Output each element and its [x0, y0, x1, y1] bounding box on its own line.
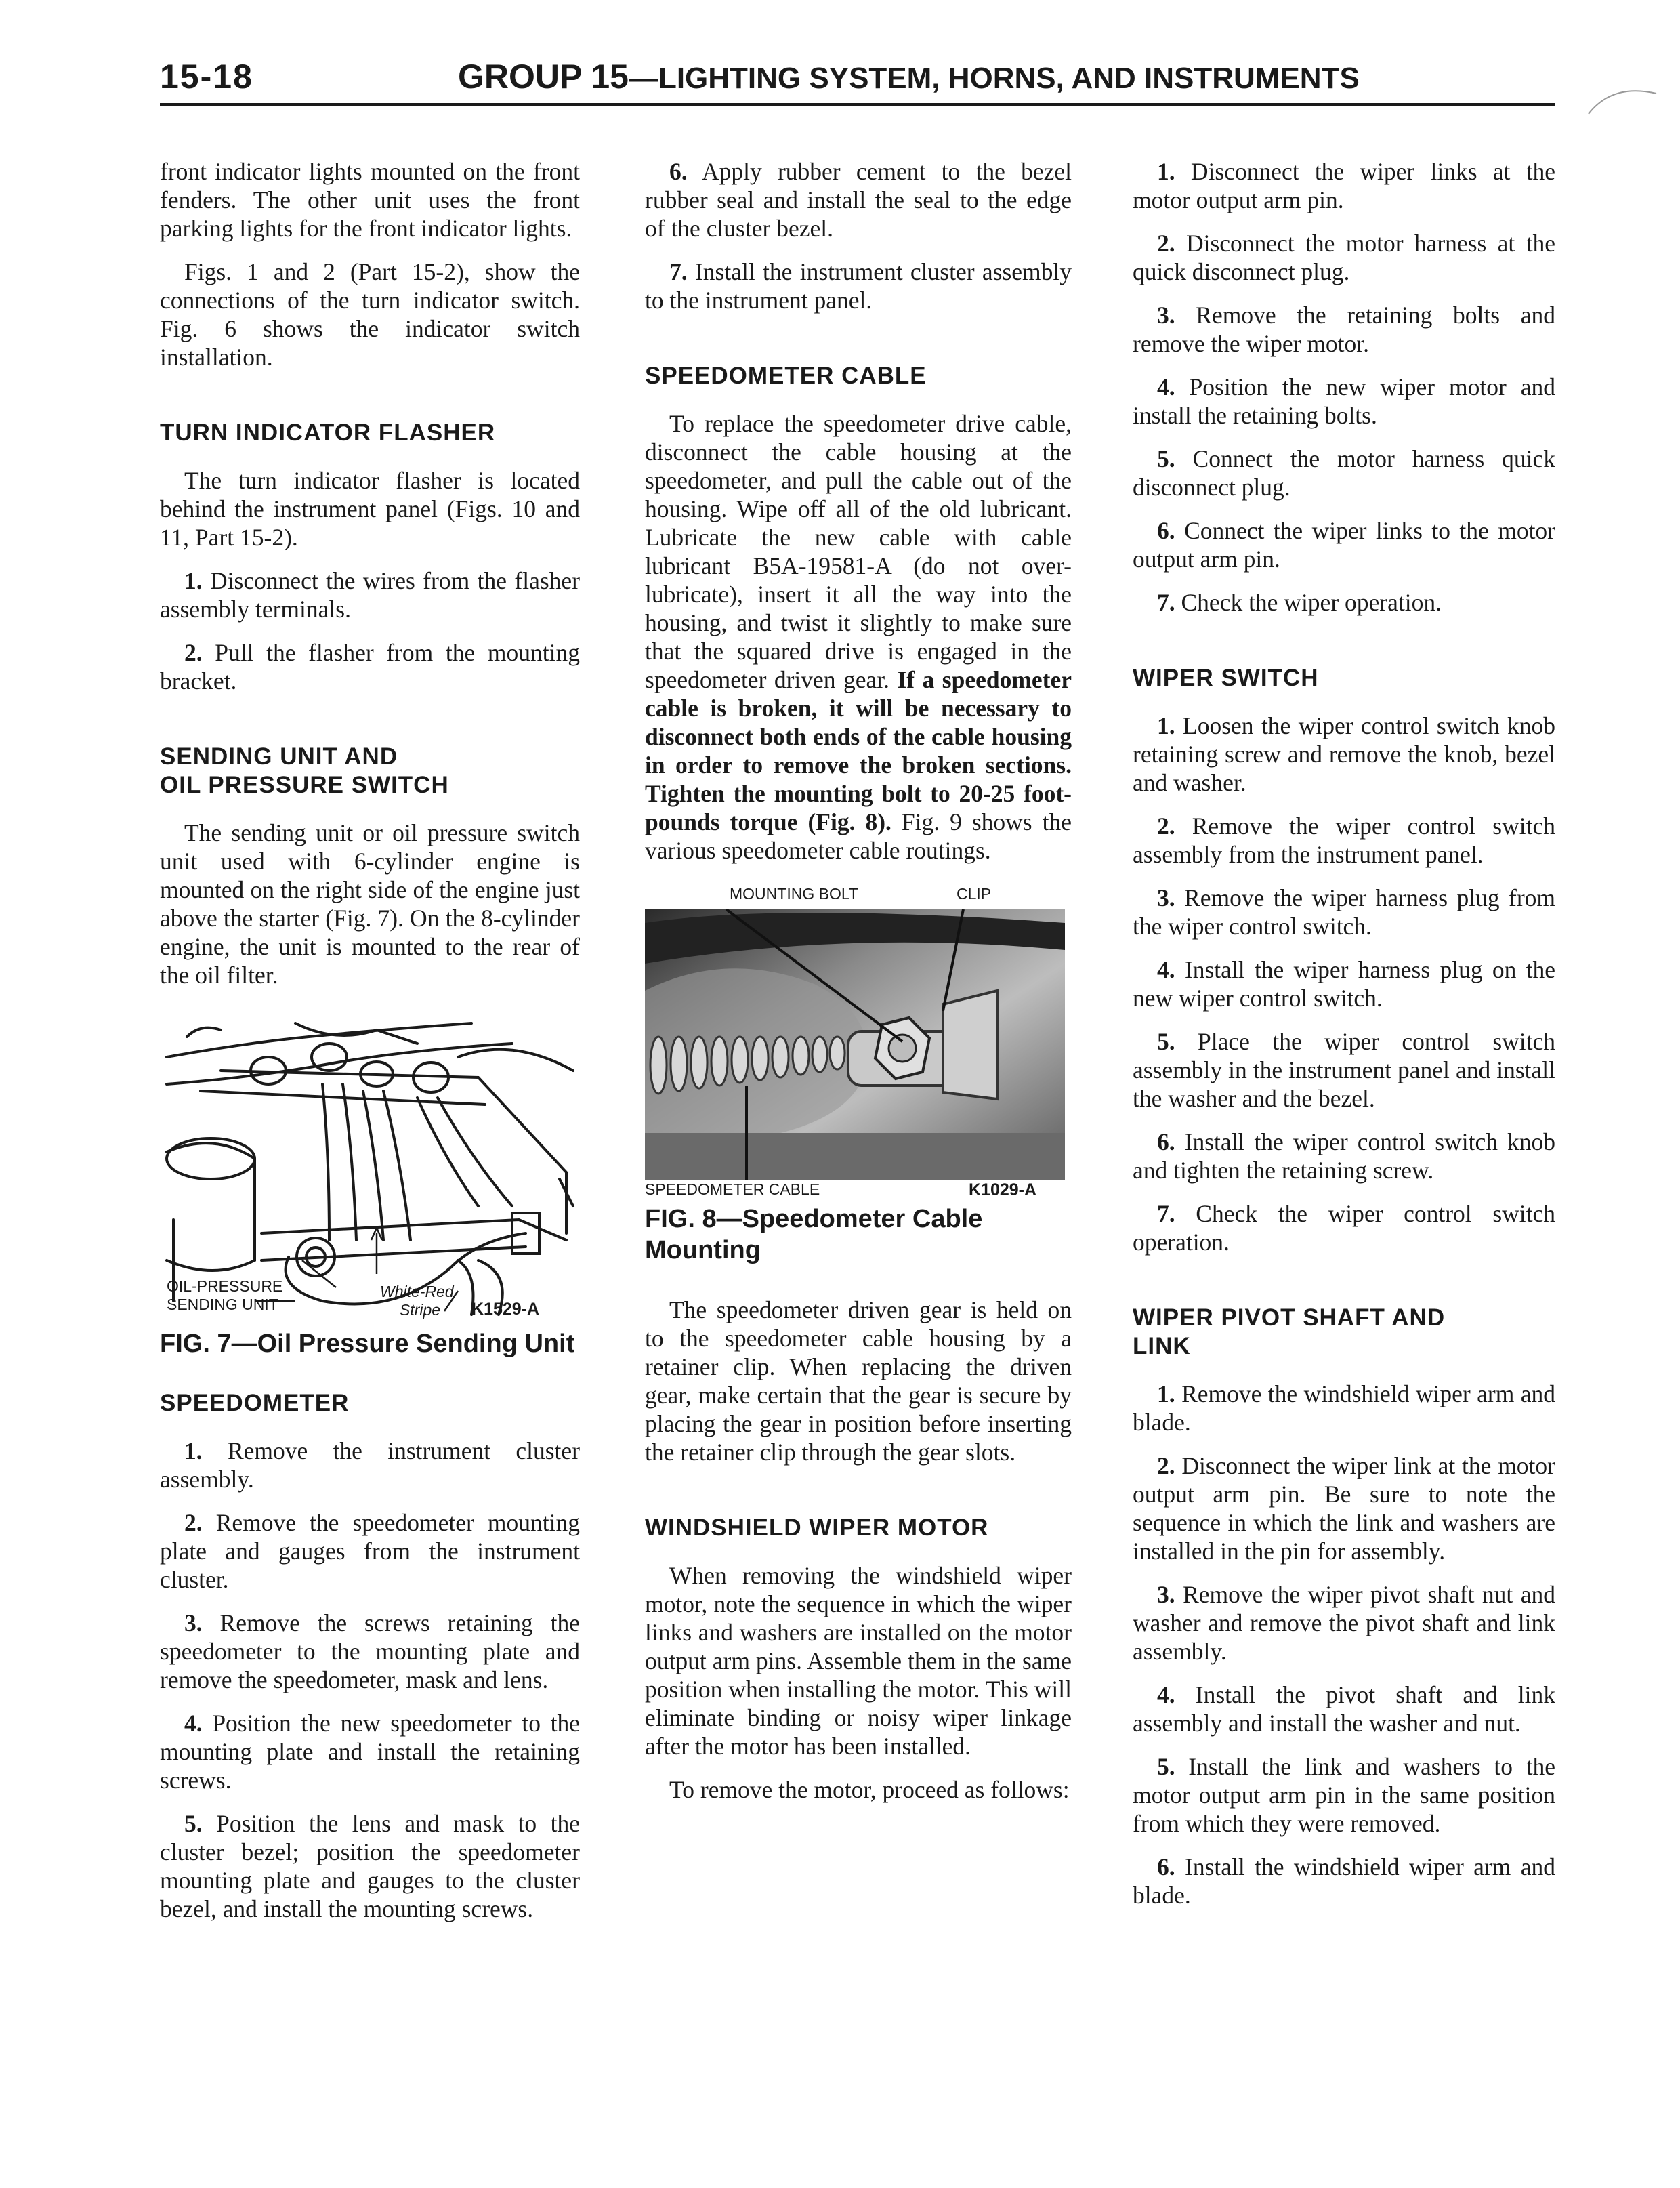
column-3 [1133, 157, 1555, 1924]
speedometer-step: 1. Remove the instrument cluster assembly. [160, 1437, 580, 1493]
heading-wiper-pivot-shaft: WIPER PIVOT SHAFT AND LINK [1133, 1304, 1446, 1359]
cluster-step: 7. Install the instrument cluster assembly to the instrument panel. [645, 258, 1072, 314]
heading-wiper-switch: WIPER SWITCH [1133, 665, 1319, 691]
heading-speedometer: SPEEDOMETER [160, 1390, 350, 1416]
fig7-code: K1529-A [471, 1300, 540, 1319]
speedometer-step: 4. Position the new speedometer to the mounting plate and install the retaining screws. [160, 1710, 580, 1794]
pivot-step: 5. Install the link and washers to the motor output arm pin in the same position from which they were removed. [1133, 1753, 1556, 1837]
running-title [458, 57, 1360, 96]
heading-speedometer-cable: SPEEDOMETER CABLE [645, 363, 927, 389]
wiper-motor-paragraph: When removing the windshield wiper motor, note the sequence in which the wiper links and washers are installed on the motor output arm pins. Assemble them in the same position when installing the motor. This will eliminate binding or noisy wiper linkage after the motor has been installed. [645, 1562, 1072, 1760]
switch-step: 7. Check the wiper control switch operation. [1133, 1200, 1555, 1256]
motor-step: 7. Check the wiper operation. [1157, 589, 1442, 616]
motor-step: 6. Connect the wiper links to the motor output arm pin. [1133, 517, 1555, 573]
motor-step: 5. Connect the motor harness quick disconnect plug. [1133, 445, 1556, 501]
motor-step: 4. Position the new wiper motor and install the retaining bolts. [1133, 373, 1556, 429]
pivot-step: 3. Remove the wiper pivot shaft nut and washer and remove the pivot shaft and link assembly. [1133, 1581, 1555, 1665]
pivot-step: 4. Install the pivot shaft and link assembly and install the washer and nut. [1133, 1681, 1555, 1737]
flasher-step: 2. Pull the flasher from the mounting bracket. [160, 639, 581, 695]
fig7-label-sending-1: OIL-PRESSURE [167, 1277, 283, 1295]
fig8-label-speedometer-cable: SPEEDOMETER CABLE [645, 1180, 820, 1198]
header-rule [160, 103, 1555, 106]
fig7-label-wire-1: White-Red [380, 1283, 454, 1300]
switch-step: 3. Remove the wiper harness plug from the wiper control switch. [1133, 884, 1556, 940]
heading-windshield-wiper-motor: WINDSHIELD WIPER MOTOR [645, 1514, 989, 1541]
corner-mark [1585, 80, 1660, 121]
speedometer-step: 2. Remove the speedometer mounting plate and gauges from the instrument cluster. [160, 1509, 581, 1593]
intro-paragraph-2: Figs. 1 and 2 (Part 15-2), show the connections of the turn indicator switch. Fig. 6 shows the indicator switch installation. [160, 258, 580, 371]
motor-step: 1. Disconnect the wiper links at the motor output arm pin. [1133, 158, 1555, 213]
sending-unit-paragraph: The sending unit or oil pressure switch unit used with 6-cylinder engine is mounted on the right side of the engine just above the starter (Fig. 7). On the 8-cylinder engine, the unit is mounted to the rear of the oil filter. [160, 819, 580, 989]
heading-sending-unit: SENDING UNIT AND OIL PRESSURE SWITCH [160, 743, 449, 798]
page-number: 15-18 [160, 58, 253, 96]
column-1 [160, 157, 580, 1938]
group-label: GROUP 15 [458, 58, 629, 96]
pivot-step: 6. Install the windshield wiper arm and blade. [1133, 1853, 1555, 1909]
column-2 [645, 157, 1072, 1819]
fig8-code: K1029-A [969, 1180, 1037, 1199]
driven-gear-paragraph: The speedometer driven gear is held on to the speedometer cable housing by a retainer clip. When replacing the driven gear, make certain that the gear is secure by placing the gear in position before inserting the retainer clip through the gear slots. [645, 1296, 1072, 1466]
switch-step: 6. Install the wiper control switch knob and tighten the retaining screw. [1133, 1128, 1556, 1184]
fig8-caption: FIG. 8—Speedometer Cable Mounting [645, 1205, 983, 1264]
fig7-caption: FIG. 7—Oil Pressure Sending Unit [160, 1329, 575, 1358]
cluster-step: 6. Apply rubber cement to the bezel rubber seal and install the seal to the edge of the cluster bezel. [645, 158, 1072, 242]
switch-step: 1. Loosen the wiper control switch knob retaining screw and remove the knob, bezel and washer. [1133, 712, 1555, 796]
figure-7 [160, 1016, 580, 1321]
pivot-step: 1. Remove the windshield wiper arm and blade. [1133, 1380, 1555, 1436]
motor-step: 2. Disconnect the motor harness at the quick disconnect plug. [1133, 230, 1555, 285]
figure-8 [645, 885, 1065, 1197]
group-title: —LIGHTING SYSTEM, HORNS, AND INSTRUMENTS [628, 62, 1360, 95]
switch-step: 4. Install the wiper harness plug on the new wiper control switch. [1133, 956, 1556, 1012]
speedometer-cable-photo [645, 909, 1065, 1180]
pivot-step: 2. Disconnect the wiper link at the motor output arm pin. Be sure to note the sequence in which the link and washers are installed in the pin for assembly. [1133, 1452, 1555, 1565]
fig7-label-wire-2: Stripe [400, 1301, 441, 1319]
page-header [160, 57, 1555, 104]
fig7-label-sending-2: SENDING UNIT [167, 1296, 278, 1313]
speedometer-step: 3. Remove the screws retaining the speedometer to the mounting plate and remove the speedometer, mask and lens. [160, 1609, 581, 1693]
switch-step: 5. Place the wiper control switch assembly in the instrument panel and install the washer and the bezel. [1133, 1028, 1555, 1112]
motor-step: 3. Remove the retaining bolts and remove the wiper motor. [1133, 302, 1556, 357]
flasher-step: 1. Disconnect the wires from the flasher assembly terminals. [160, 567, 580, 623]
speedometer-step: 5. Position the lens and mask to the cluster bezel; position the speedometer mounting plate and gauges to the cluster bezel, and install the mounting screws. [160, 1810, 580, 1922]
flasher-paragraph: The turn indicator flasher is located behind the instrument panel (Figs. 10 and 11, Part 15-2). [160, 467, 580, 551]
oil-pressure-sending-unit-illustration [160, 1016, 580, 1321]
heading-turn-indicator-flasher: TURN INDICATOR FLASHER [160, 419, 496, 446]
speedometer-cable-paragraph: To replace the speedometer drive cable, disconnect the cable housing at the speedometer, and pull the cable out of the housing. Wipe off all of the old lubricant. Lubricate the new cable with cable lubricant B5A-19581-A (do not over-lubricate), insert it all the way into the housing, and twist it slightly to make sure that the squared drive is engaged in the speedometer driven gear. If a speedometer cable is broken, it will be necessary to disconnect both ends of the cable housing in order to remove the broken sections. Tighten the mounting bolt to 20-25 foot-pounds torque (Fig. 8). Fig. 9 shows the various speedometer cable routings. [645, 410, 1072, 864]
switch-step: 2. Remove the wiper control switch assembly from the instrument panel. [1133, 812, 1555, 868]
wiper-motor-paragraph-2: To remove the motor, proceed as follows: [669, 1776, 1070, 1803]
intro-paragraph-1: front indicator lights mounted on the front fenders. The other unit uses the front parking lights for the front indicator lights. [160, 158, 580, 242]
fig8-label-mounting-bolt: MOUNTING BOLT [730, 885, 858, 903]
fig8-label-clip: CLIP [957, 885, 992, 903]
